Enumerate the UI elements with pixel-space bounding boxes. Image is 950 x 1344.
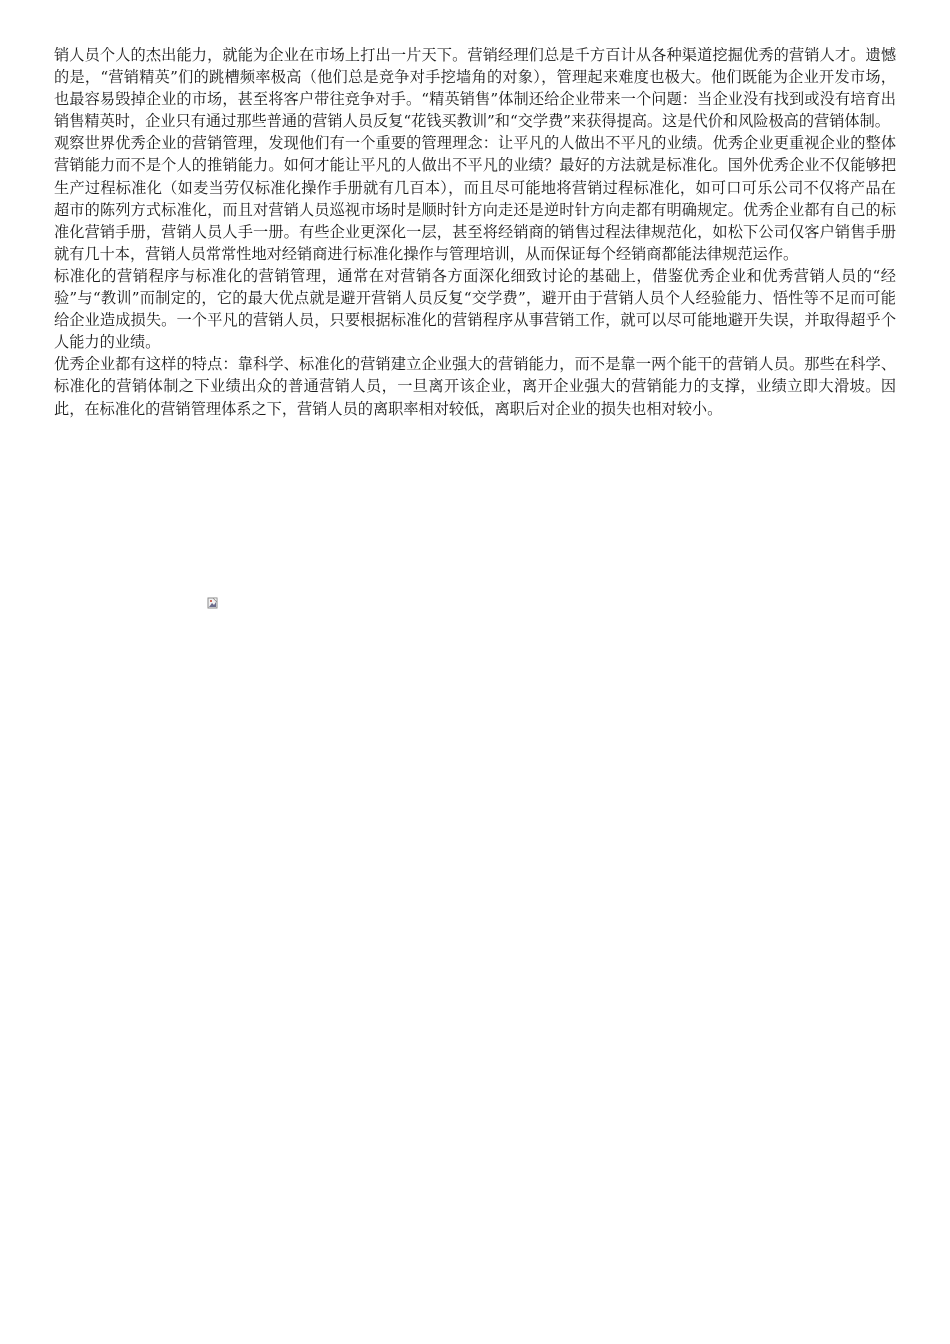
paragraph-excellent-enterprises: 优秀企业都有这样的特点：靠科学、标准化的营销建立企业强大的营销能力，而不是靠一两个能干的营销人员。那些在科学、标准化的营销体制之下业绩出众的普通营销人员，一旦离开该企业，离开企业强大的营销能力的支撑，业绩立即大滑坡。因此，在标准化的营销管理体系之下，营销人员的离职率相对较低，离职后对企业的损失也相对较小。 [54,355,896,418]
paragraph-standardization: 观察世界优秀企业的营销管理，发现他们有一个重要的管理理念：让平凡的人做出不平凡的业绩。优秀企业更重视企业的整体营销能力而不是个人的推销能力。如何才能让平凡的人做出不平凡的业绩？最好的方法就是标准化。国外优秀企业不仅能够把生产过程标准化（如麦当劳仅标准化操作手册就有几百本），而且尽可能地将营销过程标准化，如可口可乐公司不仅将产品在超市的陈列方式标准化，而且对营销人员巡视市场时是顺时针方向走还是逆时针方向走都有明确规定。优秀企业都有自己的标准化营销手册，营销人员人手一册。有些企业更深化一层，甚至将经销商的销售过程法律规范化，如松下公司仅客户销售手册就有几十本，营销人员常常性地对经销商进行标准化操作与管理培训，从而保证每个经销商都能法律规范运作。 [54,134,896,263]
document-body [54,44,896,420]
paragraph-standard-procedures: 标准化的营销程序与标准化的营销管理，通常在对营销各方面深化细致讨论的基础上，借鉴优秀企业和优秀营销人员的“经验”与“教训”而制定的，它的最大优点就是避开营销人员反复“交学费”，避开由于营销人员个人经验能力、悟性等不足而可能给企业造成损失。一个平凡的营销人员，只要根据标准化的营销程序从事营销工作，就可以尽可能地避开失误，并取得超乎个人能力的业绩。 [54,266,896,352]
paragraph-elite-sales: 销人员个人的杰出能力，就能为企业在市场上打出一片天下。营销经理们总是千方百计从各种渠道挖掘优秀的营销人才。遗憾的是，“营销精英”们的跳槽频率极高（他们总是竞争对手挖墙角的对象），管理起来难度也极大。他们既能为企业开发市场，也最容易毁掉企业的市场，甚至将客户带往竞争对手。“精英销售”体制还给企业带来一个问题：当企业没有找到或没有培育出销售精英时，企业只有通过那些普通的营销人员反复“花钱买教训”和“交学费”来获得提高。这是代价和风险极高的营销体制。 [54,46,896,131]
broken-image-icon [207,596,219,608]
